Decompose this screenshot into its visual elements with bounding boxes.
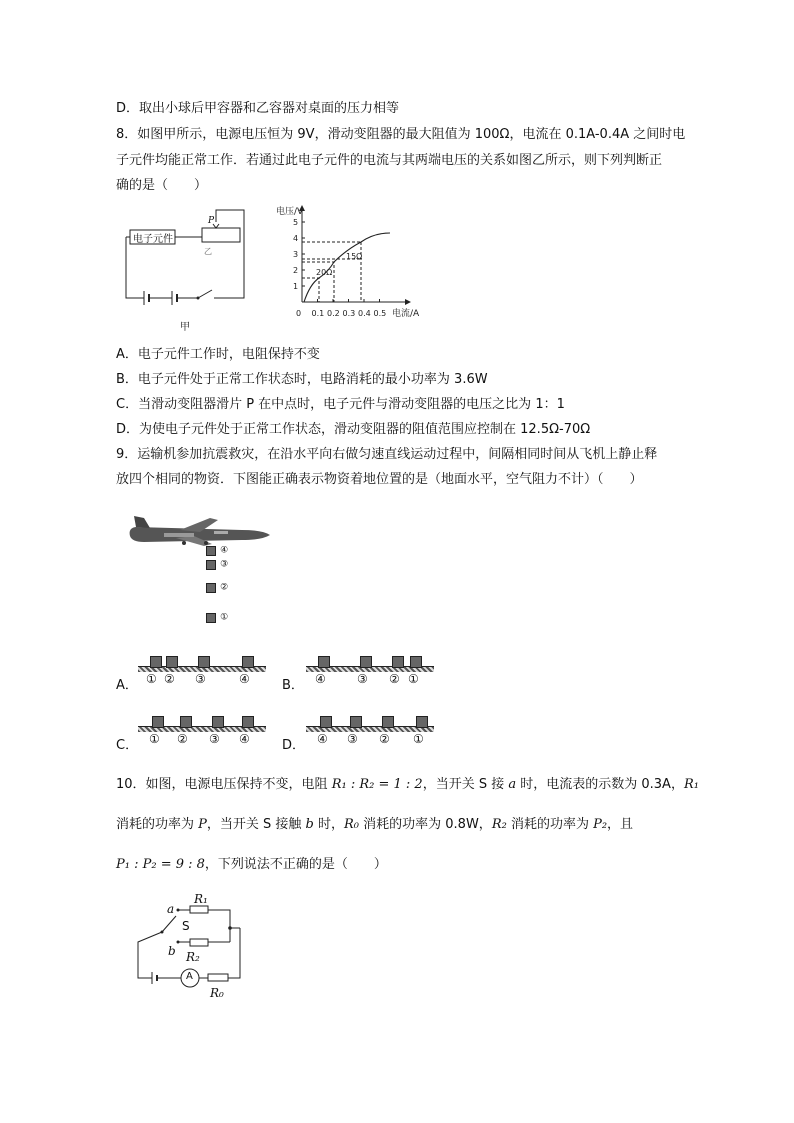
r2-label: R₂ xyxy=(186,950,200,964)
q10-circuit-svg xyxy=(130,890,270,1010)
supply-box-icon xyxy=(320,716,332,728)
q9-airplane-figure xyxy=(124,510,274,626)
supply-box-icon xyxy=(150,656,162,668)
airplane-illustration xyxy=(124,510,274,626)
y-axis-label: 电压/V xyxy=(276,207,304,217)
ammeter-icon: A xyxy=(186,971,193,982)
supply-drop-4: ④ xyxy=(206,543,228,558)
r0-label: R₀ xyxy=(210,986,224,1000)
supply-box-icon xyxy=(318,656,330,668)
graph-svg xyxy=(270,202,430,327)
x-tick-label: 0.4 xyxy=(358,309,371,318)
supply-box-icon xyxy=(416,716,428,728)
q10-stem-line-1: 10．如图，电源电压保持不变，电阻 R₁ : R₂ = 1 : 2，当开关 S 接 a 时，电流表的示数为 0.3A，R₁ xyxy=(116,777,699,792)
slider-label-p: P xyxy=(208,216,215,226)
x-tick-label: 0.5 xyxy=(373,309,387,318)
q7-option-d: D．取出小球后甲容器和乙容器对桌面的压力相等 xyxy=(116,101,400,116)
q10-circuit-figure xyxy=(130,890,270,1010)
q10-stem-line-3: P₁ : P₂ = 9 : 8，下列说法不正确的是（ ） xyxy=(116,857,387,872)
terminal-a-label: a xyxy=(167,902,175,916)
annotation-15-ohm: 15Ω xyxy=(346,252,363,261)
supply-box-icon xyxy=(206,560,216,570)
supply-box-icon xyxy=(212,716,224,728)
q8-stem-line-2: 子元件均能正常工作．若通过此电子元件的电流与其两端电压的关系如图乙所示，则下列判断正 xyxy=(116,153,663,168)
supply-box-icon xyxy=(242,716,254,728)
supply-drop-3: ③ xyxy=(206,557,228,572)
supply-box-icon xyxy=(206,613,216,623)
supply-drop-1: ① xyxy=(206,610,228,625)
y-tick-label: 5 xyxy=(293,218,299,227)
supply-box-icon xyxy=(392,656,404,668)
supply-box-icon xyxy=(206,546,216,556)
supply-box-icon xyxy=(152,716,164,728)
y-tick-label: 3 xyxy=(293,250,299,259)
q8-stem-line-1: 8．如图甲所示，电源电压恒为 9V，滑动变阻器的最大阻值为 100Ω，电流在 0.1A-0.4A 之间时电 xyxy=(116,127,686,142)
supply-box-icon xyxy=(206,583,216,593)
supply-box-icon xyxy=(180,716,192,728)
q8-option-b: B．电子元件处于正常工作状态时，电路消耗的最小功率为 3.6W xyxy=(116,372,488,387)
q8-option-c: C．当滑动变阻器滑片 P 在中点时，电子元件与滑动变阻器的电压之比为 1：1 xyxy=(116,397,565,412)
y-tick-label: 1 xyxy=(293,282,299,291)
y-tick-label: 4 xyxy=(293,234,299,243)
figure-label-jia: 甲 xyxy=(180,322,190,333)
q10-stem-line-2: 消耗的功率为 P，当开关 S 接触 b 时，R₀ 消耗的功率为 0.8W，R₂ 消耗的功率为 P₂，且 xyxy=(116,817,634,832)
q9-option-b: B． ④ ③ ② ① xyxy=(282,652,442,692)
supply-box-icon xyxy=(198,656,210,668)
switch-s-label: S xyxy=(182,919,190,933)
x-tick-label: 0.1 xyxy=(311,309,325,318)
q8-circuit-figure xyxy=(116,200,256,335)
annotation-20-ohm: 20Ω xyxy=(316,268,333,277)
terminal-b-label: b xyxy=(168,944,176,958)
supply-box-icon xyxy=(410,656,422,668)
supply-drop-2: ② xyxy=(206,580,228,595)
supply-box-icon xyxy=(166,656,178,668)
component-label: 电子元件 xyxy=(133,234,173,245)
q9-option-c: C． ① ② ③ ④ xyxy=(116,712,278,752)
x-tick-label: 0 xyxy=(296,309,302,318)
q8-option-a: A．电子元件工作时，电阻保持不变 xyxy=(116,347,320,362)
q8-stem-line-3: 确的是（ ） xyxy=(116,178,208,193)
supply-box-icon xyxy=(242,656,254,668)
x-tick-label: 0.3 xyxy=(342,309,356,318)
q9-option-a: A． ① ② ③ ④ xyxy=(116,652,278,692)
supply-box-icon xyxy=(350,716,362,728)
supply-box-icon xyxy=(382,716,394,728)
x-tick-label: 0.2 xyxy=(327,309,340,318)
q8-option-d: D．为使电子元件处于正常工作状态，滑动变阻器的阻值范围应控制在 12.5Ω-70Ω xyxy=(116,422,591,437)
q8-voltage-current-graph xyxy=(270,202,430,327)
y-tick-label: 2 xyxy=(293,266,299,275)
q9-stem-line-1: 9．运输机参加抗震救灾，在沿水平向右做匀速直线运动过程中，间隔相同时间从飞机上静止释 xyxy=(116,447,658,462)
supply-box-icon xyxy=(360,656,372,668)
q9-option-d: D． ④ ③ ② ① xyxy=(282,712,442,752)
guide-2v-01a xyxy=(302,278,319,302)
x-axis-label: 电流/A xyxy=(392,309,420,319)
q9-stem-line-2: 放四个相同的物资．下图能正确表示物资着地位置的是（地面水平，空气阻力不计）（ ） xyxy=(116,472,643,487)
slider-note: 乙 xyxy=(204,247,212,256)
r1-label: R₁ xyxy=(194,892,208,906)
